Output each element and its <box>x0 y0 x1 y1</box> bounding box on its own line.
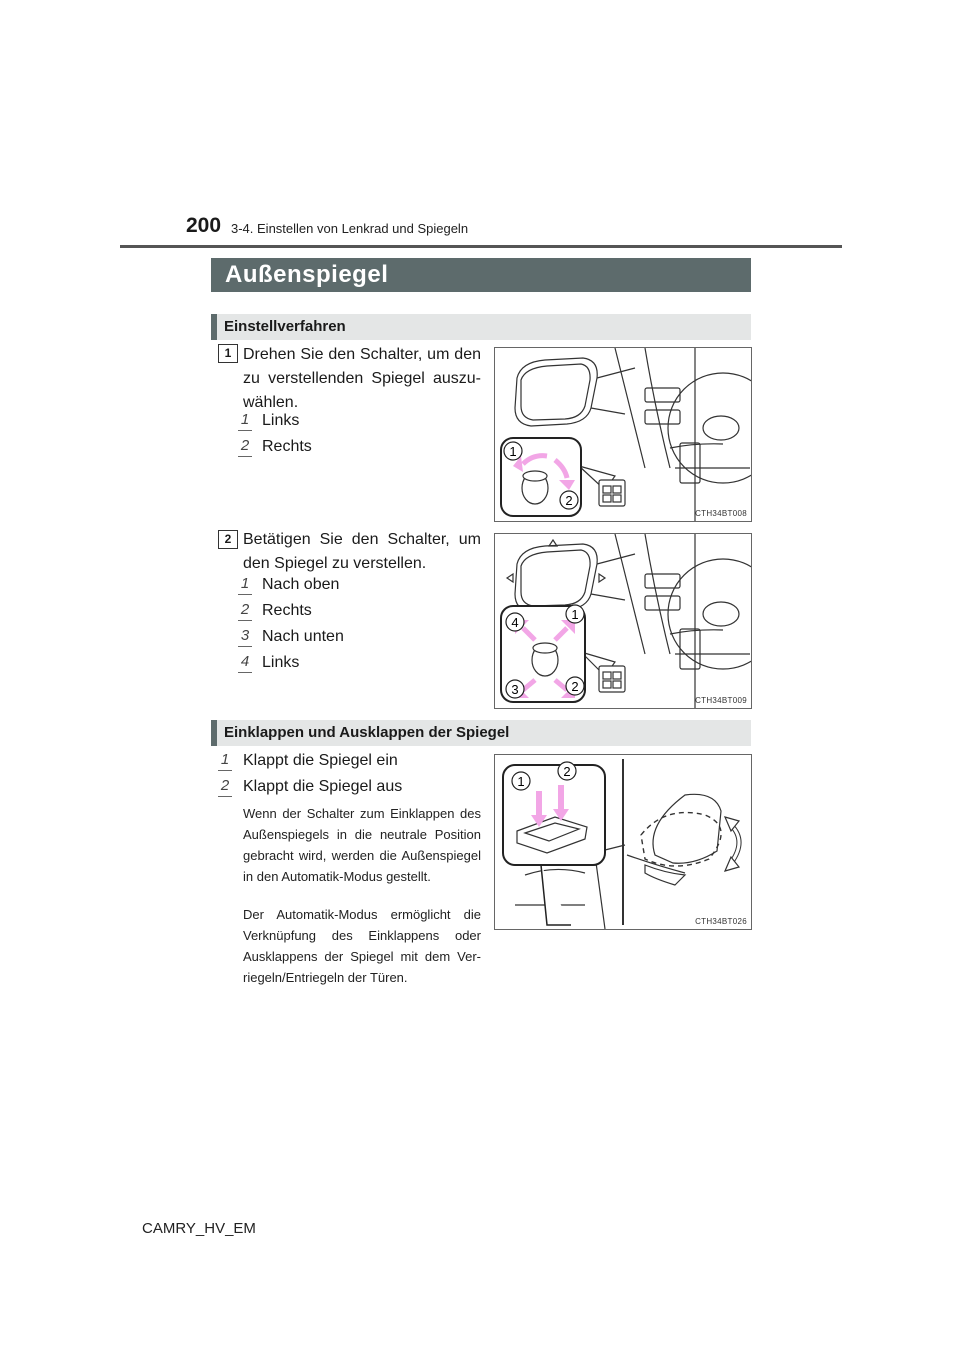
mirror-adjust-illustration <box>495 534 751 708</box>
step-number-2: 2 <box>218 530 238 549</box>
figure-mirror-fold <box>494 754 752 930</box>
step-1-text: Drehen Sie den Schalter, um den zu verstellenden Spiegel auszu-wählen. <box>243 346 481 411</box>
item-label: Nach unten <box>262 628 344 645</box>
mirror-fold-illustration <box>495 755 751 929</box>
figure-mirror-adjust <box>494 533 752 709</box>
item-label: Links <box>262 412 300 429</box>
item-label: Nach oben <box>262 576 340 593</box>
item-number: 1 <box>238 410 252 431</box>
section-title: Außenspiegel <box>211 258 751 292</box>
subsection-adjust-heading: Einstellverfahren <box>211 314 751 340</box>
item-number: 3 <box>238 626 252 647</box>
item-label: Klappt die Spiegel aus <box>243 778 403 795</box>
item-number: 2 <box>218 776 232 797</box>
callout-4: 4 <box>511 615 519 630</box>
step-2-text: Betätigen Sie den Schalter, um den Spiegel zu verstellen. <box>243 531 481 572</box>
figure-code: CTH34BT026 <box>695 917 747 926</box>
step-number-1: 1 <box>218 344 238 363</box>
header-rule <box>120 245 842 248</box>
document-code: CAMRY_HV_EM <box>142 1220 256 1237</box>
figure-mirror-select <box>494 347 752 522</box>
callout-1: 1 <box>517 774 525 789</box>
callout-1: 1 <box>509 444 517 459</box>
page-number: 200 <box>186 214 222 237</box>
item-number: 2 <box>238 436 252 457</box>
item-label: Links <box>262 654 300 671</box>
subsection-fold-heading: Einklappen und Ausklappen der Spiegel <box>211 720 751 746</box>
figure-code: CTH34BT008 <box>695 509 747 518</box>
figure-code: CTH34BT009 <box>695 696 747 705</box>
item-label: Klappt die Spiegel ein <box>243 752 398 769</box>
item-number: 1 <box>238 574 252 595</box>
callout-2: 2 <box>563 764 571 779</box>
callout-2: 2 <box>571 679 579 694</box>
callout-1: 1 <box>571 607 579 622</box>
note-paragraph-2: Der Automatik-Modus ermöglicht die Verknüpfung des Einklappens oder Ausklappens der Spiegel mit dem Ver-riegeln/Entriegeln der Türen. <box>243 907 481 985</box>
item-number: 4 <box>238 652 252 673</box>
running-head: 3-4. Einstellen von Lenkrad und Spiegeln <box>231 221 469 236</box>
note-paragraph-1: Wenn der Schalter zum Einklappen des Außenspiegels in die neutrale Position gebracht wird, werden die Außenspiegel in den Automatik-Modus gestellt. <box>243 806 481 884</box>
item-number: 2 <box>238 600 252 621</box>
mirror-select-illustration <box>495 348 751 521</box>
callout-3: 3 <box>511 682 519 697</box>
item-label: Rechts <box>262 438 312 455</box>
callout-2: 2 <box>565 493 573 508</box>
item-label: Rechts <box>262 602 312 619</box>
item-number: 1 <box>218 750 232 771</box>
